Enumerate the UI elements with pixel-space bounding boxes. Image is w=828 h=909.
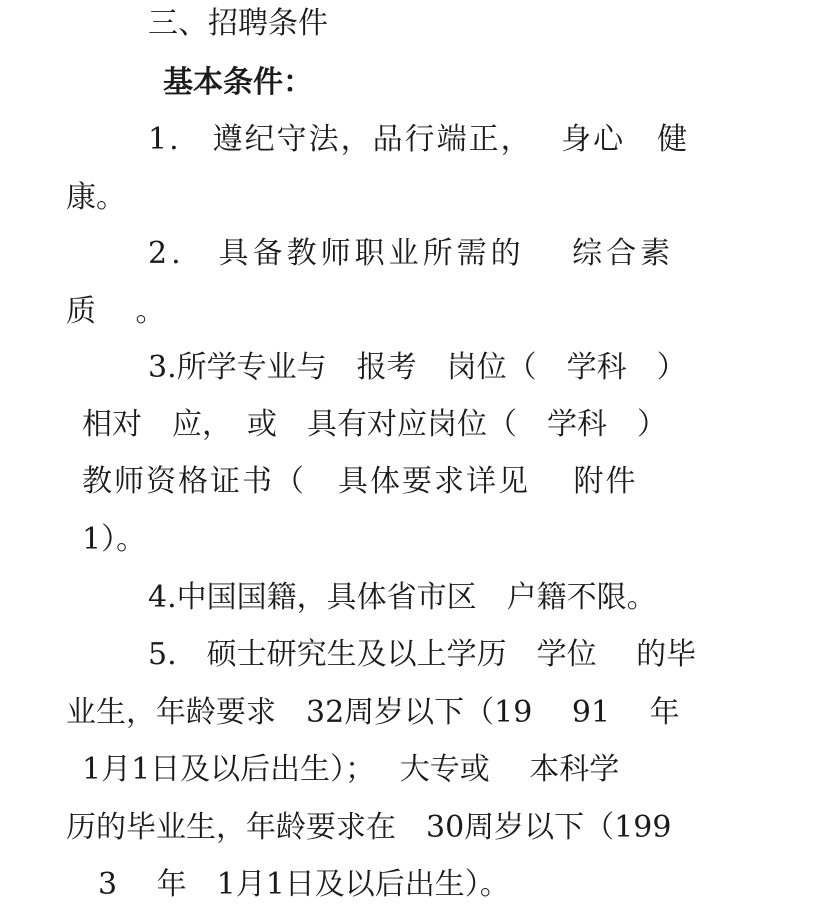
item1-line1: 1. 遵纪守法，品行端正， 身心 健 bbox=[148, 122, 690, 157]
item4-line1: 4.中国国籍，具体省市区 户籍不限。 bbox=[148, 580, 657, 615]
item1-line2: 康。 bbox=[66, 180, 126, 215]
item3-line4: 1）。 bbox=[82, 522, 147, 557]
item5-line4: 历的毕业生，年龄要求在 30周岁以下（199 bbox=[66, 810, 672, 845]
item3-line3: 教师资格证书（ 具体要求详见 附件 bbox=[82, 464, 638, 499]
section-heading: 三、招聘条件 bbox=[148, 6, 328, 41]
item5-line2: 业生，年龄要求 32周岁以下（19 91 年 bbox=[66, 695, 680, 730]
item3-line1: 3.所学专业与 报考 岗位（ 学科 ） bbox=[148, 350, 687, 385]
item3-line2: 相对 应， 或 具有对应岗位（ 学科 ） bbox=[82, 407, 667, 442]
item2-line1: 2. 具备教师职业所需的 综合素 bbox=[148, 236, 675, 271]
item2-line2: 质 。 bbox=[66, 294, 166, 329]
subheading-basic-conditions: 基本条件： bbox=[163, 65, 313, 100]
item5-line1: 5. 硕士研究生及以上学历 学位 的毕 bbox=[148, 637, 697, 672]
item5-line5: 3 年 1月1日及以后出生）。 bbox=[98, 867, 510, 902]
item5-line3: 1月1日及以后出生）； 大专或 本科学 bbox=[82, 752, 620, 787]
